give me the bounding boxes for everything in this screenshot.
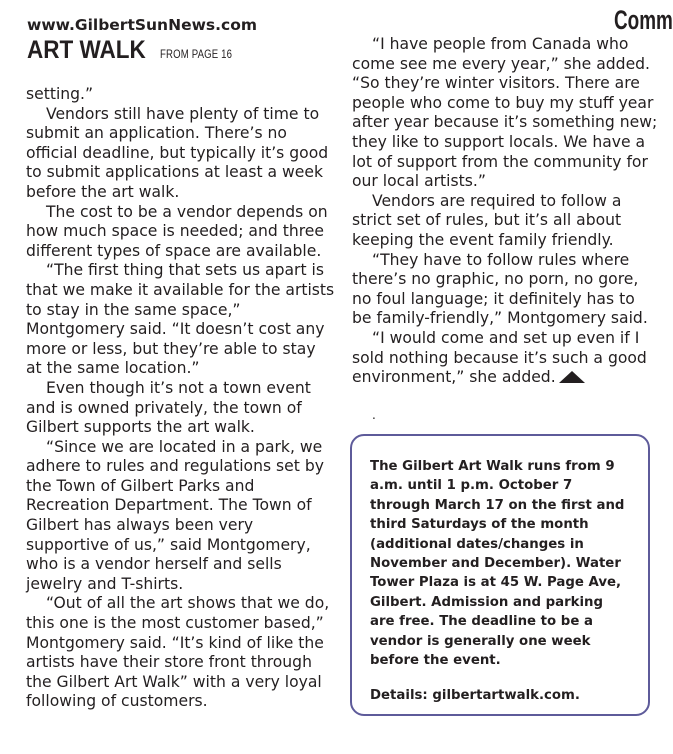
paragraph-text: “I would come and set up even if I sold nothing because it’s such a good environment,” she added. <box>352 328 647 387</box>
paragraph: Vendors still have plenty of time to submit an application. There’s no official deadline, but typically it’s good to submit applications at least a week before the art walk. <box>26 104 329 201</box>
paragraph: Even though it’s not a town event and is owned privately, the town of Gilbert supports the art walk. <box>26 378 311 437</box>
stray-mark: . <box>372 408 376 422</box>
paragraph: setting.” <box>26 85 94 103</box>
paragraph: “I have people from Canada who come see me every year,” she added. “So they’re winter visitors. There are people who come to buy my stuff year after year because it’s something new; they like to support locals. We have a lot of support from the community for our local artists.” <box>352 35 658 191</box>
jump-line: FROM PAGE 16 <box>160 47 233 61</box>
headline: ART WALK <box>27 36 146 64</box>
left-column <box>26 85 336 712</box>
website-url: www.GilbertSunNews.com <box>27 16 258 34</box>
last-paragraph <box>352 329 658 388</box>
right-column <box>352 35 658 388</box>
paragraph: Vendors are required to follow a strict set of rules, but it’s all about keeping the event family friendly. <box>352 191 622 249</box>
info-box-text <box>370 457 632 706</box>
info-box-body: The Gilbert Art Walk runs from 9 a.m. until 1 p.m. October 7 through March 17 on the first and third Saturdays of the month (additional dates/changes in November and December). Water Tower Plaza is at 45 W. Page Ave, Gilbert. Admission and parking are free. The deadline to be a vendor is generally one week before the event. <box>370 459 625 669</box>
paragraph: The cost to be a vendor depends on how much space is needed; and three different types of space are available. <box>26 202 328 260</box>
info-box-details: Details: gilbertartwalk.com. <box>370 688 580 704</box>
paragraph: “They have to follow rules where there’s no graphic, no porn, no gore, no foul language; it definitely has to be family-friendly,” Montgomery said. <box>352 250 648 328</box>
section-label: Comm <box>614 5 673 35</box>
headline-row <box>27 36 250 65</box>
paragraph: “Since we are located in a park, we adhere to rules and regulations set by the Town of Gilbert Parks and Recreation Department. The Town of Gilbert has always been very supportive of us,” said Montgomery, who is a vendor herself and sells jewelry and T-shirts. <box>26 437 324 593</box>
end-mark-icon <box>559 371 585 383</box>
paragraph: “The first thing that sets us apart is that we make it available for the artists to stay in the same space,” Montgomery said. “It doesn’t cost any more or less, but they’re able to stay at the same location.” <box>26 261 335 378</box>
paragraph: “Out of all the art shows that we do, this one is the most customer based,” Montgomery said. “It’s kind of like the artists have their store front through the Gilbert Art Walk” with a very loyal following of customers. <box>26 594 330 711</box>
